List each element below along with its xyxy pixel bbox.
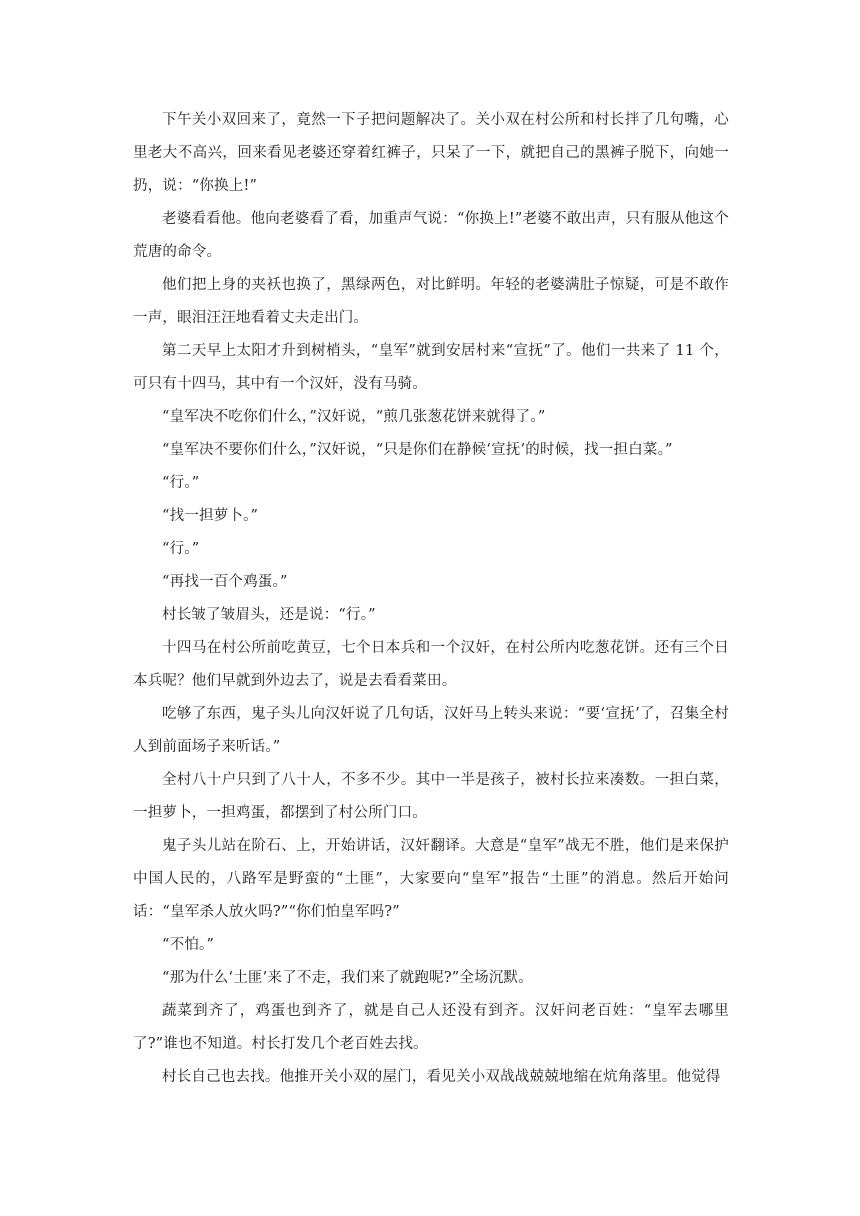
story-text [133,104,729,1094]
paragraph-17: “那为什么‘土匪’来了不走，我们来了就跑呢?”全场沉默。 [162,970,533,986]
paragraph-11: 村长皱了皱眉头，还是说：“行。” [162,607,376,623]
paragraph-5: “皇军决不吃你们什么，”汉奸说，“煎几张葱花饼来就得了。” [162,409,546,425]
paragraph-16: “不怕。” [162,937,215,953]
paragraph-6: “皇军决不要你们什么，”汉奸说，“只是你们在静候‘宣抚’的时候，找一担白菜。” [162,442,673,458]
paragraph-1: 下午关小双回来了，竟然一下子把问题解决了。关小双在村公所和村长拌了几句嘴，心里老大不高兴，回来看见老婆还穿着红裤子，只呆了一下，就把自己的黑裤子脱下，向她一扔，说：“你换上!” [133,112,729,194]
paragraph-15: 鬼子头儿站在阶石、上，开始讲话，汉奸翻译。大意是“皇军”战无不胜，他们是来保护中国人民的，八路军是野蛮的“土匪”，大家要向“皇军”报告“土匪”的消息。然后开始问话：“皇军杀人放火吗?”“你们怕皇军吗?” [133,838,729,920]
paragraph-7: “行。” [162,475,200,491]
paragraph-13: 吃够了东西，鬼子头儿向汉奸说了几句话，汉奸马上转头来说：“要‘宣抚’了，召集全村人到前面场子来听话。” [133,706,729,755]
paragraph-12: 十四马在村公所前吃黄豆，七个日本兵和一个汉奸，在村公所内吃葱花饼。还有三个日本兵呢？他们早就到外边去了，说是去看看菜田。 [133,640,729,689]
paragraph-8: “找一担萝卜。” [162,508,259,524]
paragraph-2: 老婆看看他。他向老婆看了看，加重声气说：“你换上!”老婆不敢出声，只有服从他这个荒唐的命令。 [133,211,729,260]
paragraph-18: 蔬菜到齐了，鸡蛋也到齐了，就是自己人还没有到齐。汉奸问老百姓：“皇军去哪里了?”谁也不知道。村长打发几个老百姓去找。 [133,1003,729,1052]
paragraph-4: 第二天早上太阳才升到树梢头，“皇军”就到安居村来“宣抚”了。他们一共来了 11 个，可只有十四马，其中有一个汉奸，没有马骑。 [133,343,729,392]
paragraph-14: 全村八十户只到了八十人，不多不少。其中一半是孩子，被村长拉来凑数。一担白菜，一担萝卜，一担鸡蛋，都摆到了村公所门口。 [133,772,729,821]
paragraph-19: 村长自己也去找。他推开关小双的屋门，看见关小双战战兢兢地缩在炕角落里。他觉得 [162,1069,721,1085]
paragraph-10: “再找一百个鸡蛋。” [162,574,288,590]
paragraph-9: “行。” [162,541,200,557]
paragraph-3: 他们把上身的夹袄也换了，黑绿两色，对比鲜明。年轻的老婆满肚子惊疑，可是不敢作一声，眼泪汪汪地看着丈夫走出门。 [133,277,729,326]
